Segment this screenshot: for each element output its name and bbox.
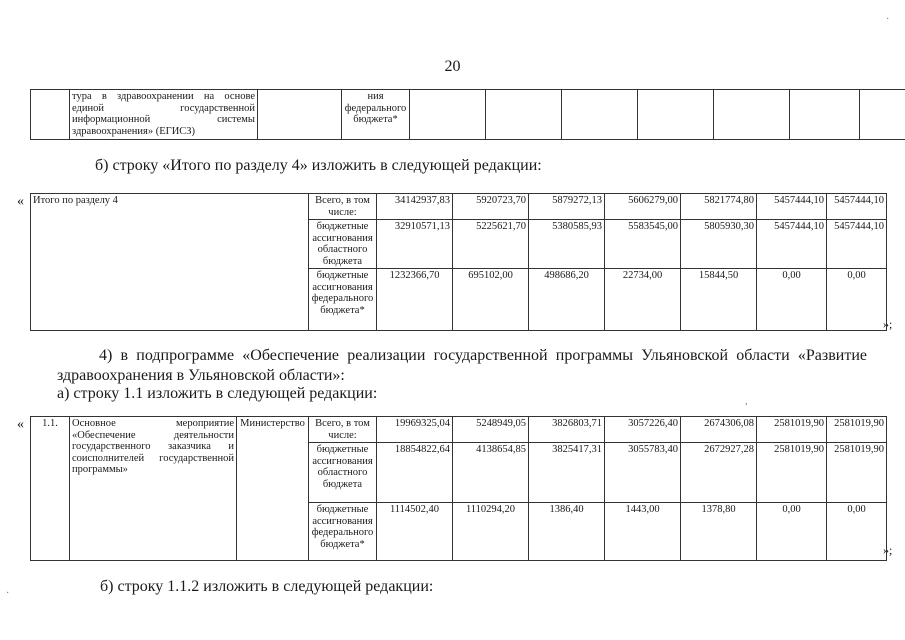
- funding-category-cell: бюджетные ассигнования федерального бюджета*: [309, 503, 377, 561]
- value-cell: 19969325,04: [377, 417, 453, 443]
- value-cell: 0,00: [827, 269, 887, 331]
- value-cell: 5457444,10: [757, 194, 827, 220]
- cell-empty: [562, 90, 638, 140]
- value-cell: 2581019,90: [757, 417, 827, 443]
- cell-empty: [410, 90, 486, 140]
- open-quote: «: [17, 417, 24, 432]
- value-cell: 5606279,00: [605, 194, 681, 220]
- funding-category-cell: бюджетные ассигнования областного бюджета: [309, 443, 377, 503]
- value-cell: 5821774,80: [681, 194, 757, 220]
- value-cell: 5879272,13: [529, 194, 605, 220]
- funding-category-cell: Всего, в том числе:: [309, 417, 377, 443]
- value-cell: 0,00: [757, 503, 827, 561]
- value-cell: 2581019,90: [827, 417, 887, 443]
- value-cell: 3825417,31: [529, 443, 605, 503]
- paragraph-4-line2: здравоохранения в Ульяновской области»:: [57, 367, 345, 384]
- scan-mark: ·: [6, 588, 10, 599]
- value-cell: 5457444,10: [827, 220, 887, 269]
- paragraph-4-line1: 4) в подпрограмме «Обеспечение реализации государственной программы Ульяновской области «Развитие: [99, 347, 867, 364]
- cell-empty: [486, 90, 562, 140]
- value-cell: 18854822,64: [377, 443, 453, 503]
- value-cell: 5457444,10: [827, 194, 887, 220]
- cell-empty: [31, 90, 70, 140]
- value-cell: 1378,80: [681, 503, 757, 561]
- value-cell: 2674306,08: [681, 417, 757, 443]
- value-cell: 1232366,70: [377, 269, 453, 331]
- value-cell: 3055783,40: [605, 443, 681, 503]
- close-quote: »;: [883, 317, 893, 331]
- value-cell: 1443,00: [605, 503, 681, 561]
- paragraph-b2: б) строку 1.1.2 изложить в следующей редакции:: [100, 578, 434, 595]
- funding-category-cell: Всего, в том числе:: [309, 194, 377, 220]
- cell-empty: [714, 90, 790, 140]
- scan-mark: ,: [745, 396, 748, 407]
- measure-name-cell: тура в здравоохранении на основе единой государственной информационной системы здравоохранения» (ЕГИСЗ): [70, 90, 258, 140]
- itogo-table: [30, 193, 887, 331]
- value-cell: 4138654,85: [453, 443, 529, 503]
- value-cell: 5920723,70: [453, 194, 529, 220]
- funding-category-cell: бюджетные ассигнования областного бюджета: [309, 220, 377, 269]
- value-cell: 5380585,93: [529, 220, 605, 269]
- value-cell: 32910571,13: [377, 220, 453, 269]
- cell-empty: [638, 90, 714, 140]
- value-cell: 15844,50: [681, 269, 757, 331]
- row-number-cell: 1.1.: [31, 417, 70, 561]
- paragraph-b1: б) строку «Итого по разделу 4» изложить в следующей редакции:: [95, 157, 542, 174]
- value-cell: 34142937,83: [377, 194, 453, 220]
- value-cell: 5248949,05: [453, 417, 529, 443]
- executor-cell: Министерство: [237, 417, 309, 561]
- value-cell: 5457444,10: [757, 220, 827, 269]
- open-quote: «: [17, 194, 24, 209]
- value-cell: 2581019,90: [827, 443, 887, 503]
- cell-empty: [258, 90, 342, 140]
- value-cell: 498686,20: [529, 269, 605, 331]
- value-cell: 5805930,30: [681, 220, 757, 269]
- close-quote: »;: [883, 543, 893, 557]
- value-cell: 695102,00: [453, 269, 529, 331]
- table-row: [31, 417, 887, 443]
- value-cell: 1110294,20: [453, 503, 529, 561]
- funding-category-cell: бюджетные ассигнования федерального бюджета*: [309, 269, 377, 331]
- cell-empty: [860, 90, 905, 140]
- value-cell: 0,00: [757, 269, 827, 331]
- scan-mark: ·: [886, 14, 890, 25]
- row-1-1-table: [30, 416, 887, 561]
- value-cell: 3057226,40: [605, 417, 681, 443]
- paragraph-a: а) строку 1.1 изложить в следующей редакции:: [57, 385, 378, 402]
- cell-empty: [790, 90, 860, 140]
- continuation-table: [30, 89, 905, 140]
- value-cell: 22734,00: [605, 269, 681, 331]
- page-number: 20: [444, 58, 461, 75]
- value-cell: 1386,40: [529, 503, 605, 561]
- funding-category-cell: ния федерального бюджета*: [342, 90, 410, 140]
- section-total-label: Итого по разделу 4: [31, 194, 309, 331]
- value-cell: 0,00: [827, 503, 887, 561]
- value-cell: 3826803,71: [529, 417, 605, 443]
- value-cell: 5583545,00: [605, 220, 681, 269]
- value-cell: 2672927,28: [681, 443, 757, 503]
- value-cell: 1114502,40: [377, 503, 453, 561]
- measure-name-cell: Основное мероприятие «Обеспечение деятельности государственного заказчика и соисполнителей государственной программы»: [70, 417, 237, 561]
- table-row: [31, 194, 887, 220]
- value-cell: 5225621,70: [453, 220, 529, 269]
- value-cell: 2581019,90: [757, 443, 827, 503]
